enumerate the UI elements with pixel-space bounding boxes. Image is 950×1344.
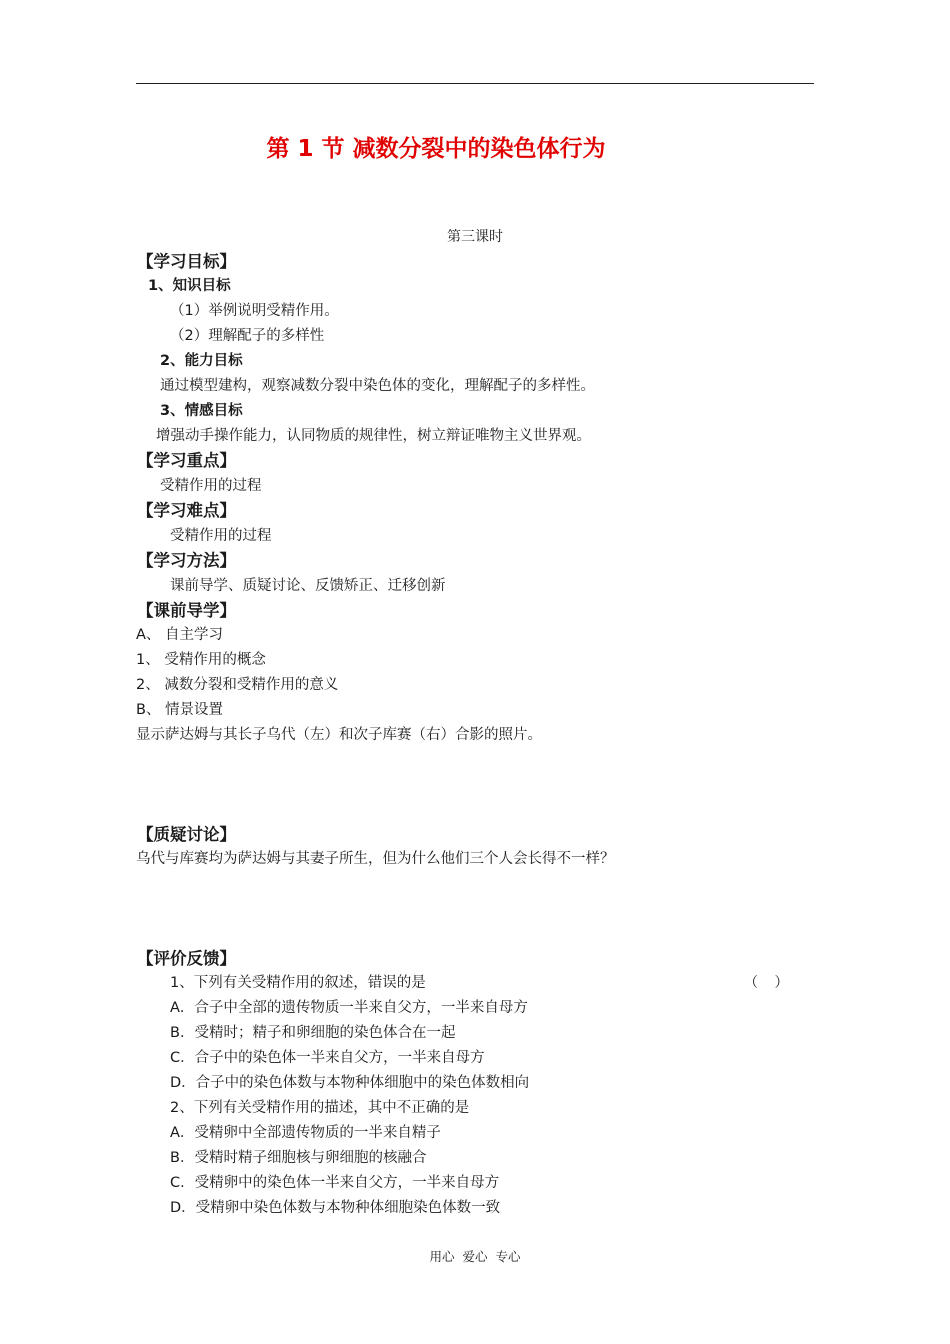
knowledge-goal-heading: 1、知识目标 [148, 278, 231, 294]
emotion-goal-text: 增强动手操作能力，认同物质的规律性，树立辩证唯物主义世界观。 [156, 428, 591, 444]
methods-heading: 【学习方法】 [137, 551, 236, 570]
methods-text: 课前导学、质疑讨论、反馈矫正、迁移创新 [170, 578, 446, 594]
preview-item-2: 2、 减数分裂和受精作用的意义 [136, 677, 339, 693]
ability-goal-text: 通过模型建构，观察减数分裂中染色体的变化，理解配子的多样性。 [160, 378, 595, 394]
preview-item-1: 1、 受精作用的概念 [136, 652, 266, 668]
difficulties-text: 受精作用的过程 [170, 528, 272, 544]
question-2-option-a: A．受精卵中全部遗传物质的一半来自精子 [170, 1125, 441, 1141]
question-2: 2、下列有关受精作用的描述，其中不正确的是 [170, 1100, 470, 1116]
goals-heading: 【学习目标】 [137, 252, 236, 271]
emotion-goal-heading: 3、情感目标 [160, 403, 243, 419]
knowledge-goal-1: （1）举例说明受精作用。 [170, 303, 339, 319]
lesson-period: 第三课时 [447, 229, 503, 245]
key-points-heading: 【学习重点】 [137, 451, 236, 470]
header-rule [136, 83, 814, 84]
page-footer: 用心 爱心 专心 [429, 1249, 521, 1264]
key-points-text: 受精作用的过程 [160, 478, 262, 494]
question-2-option-d: D．受精卵中染色体数与本物种体细胞染色体数一致 [170, 1200, 501, 1216]
question-1-option-b: B．受精时；精子和卵细胞的染色体合在一起 [170, 1025, 456, 1041]
preview-scenario-text: 显示萨达姆与其长子乌代（左）和次子库赛（右）合影的照片。 [136, 727, 542, 743]
discussion-heading: 【质疑讨论】 [137, 825, 236, 844]
preview-scenario: B、 情景设置 [136, 702, 224, 718]
difficulties-heading: 【学习难点】 [137, 501, 236, 520]
question-1-option-d: D．合子中的染色体数与本物种体细胞中的染色体数相向 [170, 1075, 530, 1091]
question-2-option-c: C．受精卵中的染色体一半来自父方，一半来自母方 [170, 1175, 500, 1191]
feedback-heading: 【评价反馈】 [137, 949, 236, 968]
question-1-option-c: C．合子中的染色体一半来自父方，一半来自母方 [170, 1050, 485, 1066]
preview-self-study: A、 自主学习 [136, 627, 224, 643]
discussion-question: 乌代与库赛均为萨达姆与其妻子所生，但为什么他们三个人会长得不一样？ [136, 851, 615, 867]
question-2-option-b: B．受精时精子细胞核与卵细胞的核融合 [170, 1150, 427, 1166]
question-1: 1、下列有关受精作用的叙述，错误的是 [170, 975, 426, 991]
preview-heading: 【课前导学】 [137, 601, 236, 620]
answer-blank: （ ） [744, 975, 789, 991]
document-title: 第 1 节 减数分裂中的染色体行为 [266, 136, 606, 162]
question-1-option-a: A．合子中全部的遗传物质一半来自父方，一半来自母方 [170, 1000, 528, 1016]
ability-goal-heading: 2、能力目标 [160, 353, 243, 369]
knowledge-goal-2: （2）理解配子的多样性 [170, 328, 325, 344]
